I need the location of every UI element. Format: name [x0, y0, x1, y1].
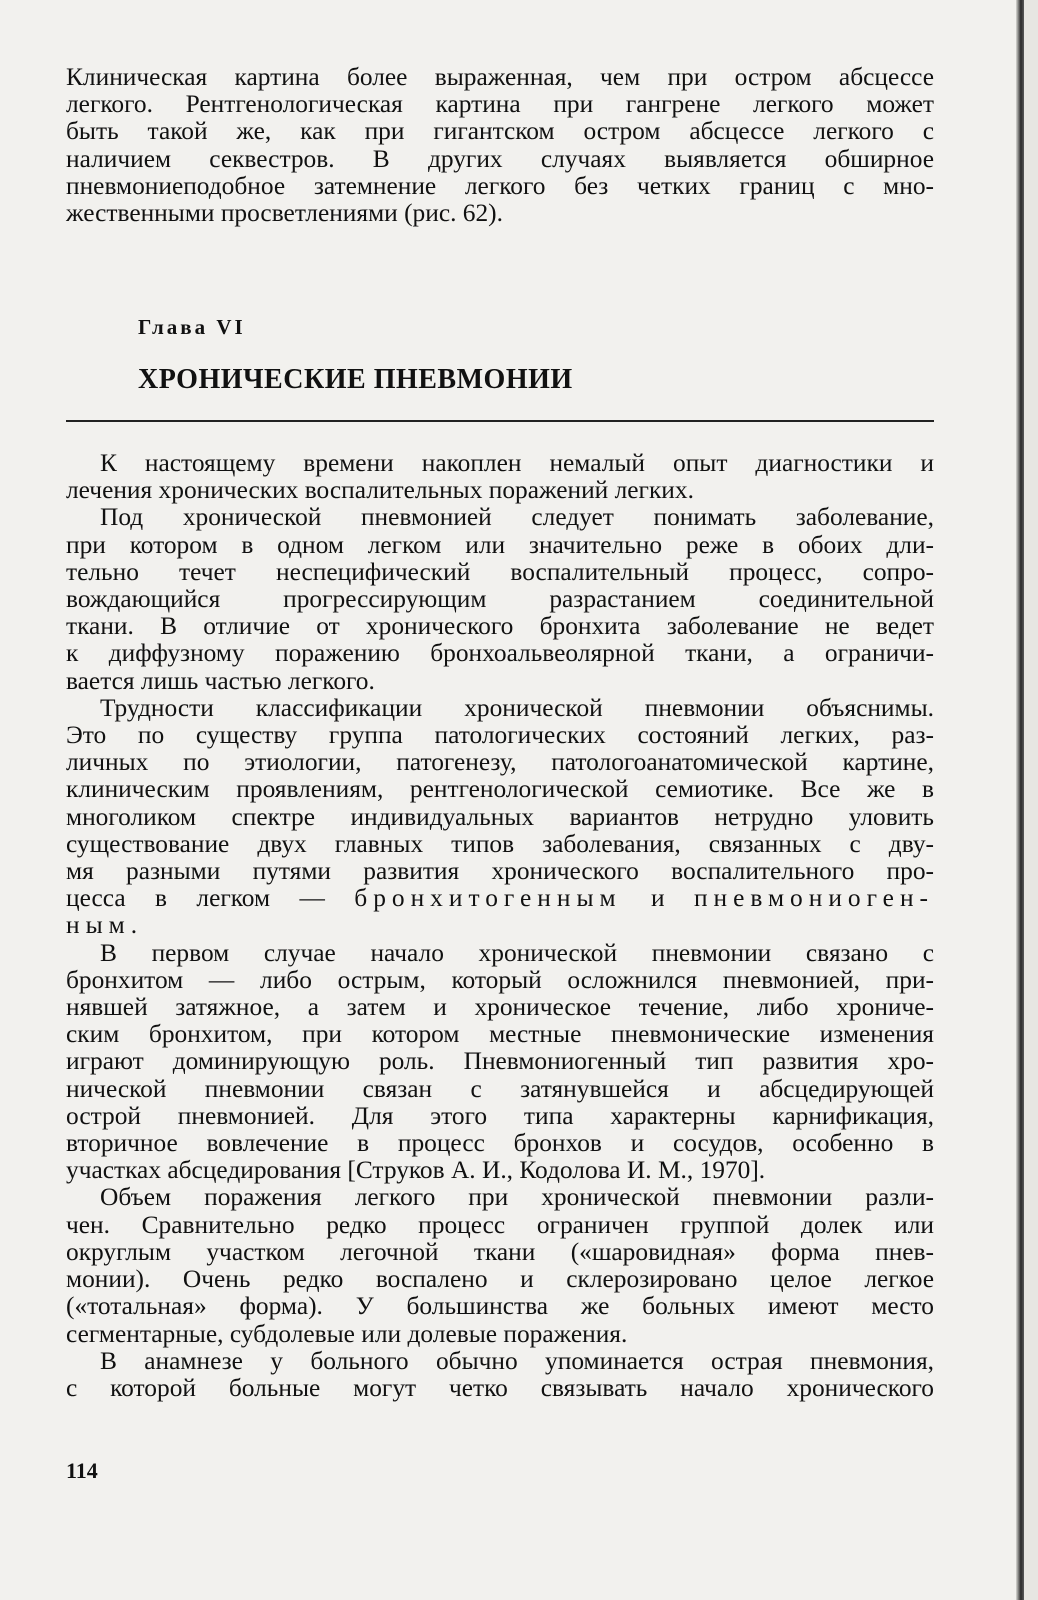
text-line: при котором в одном легком или значительно реже в обоих дли- [66, 530, 934, 559]
paragraph [66, 695, 934, 940]
text-line: В первом случае начало хронической пневмонии связано с [100, 938, 934, 967]
emphasized-term: бронхитогенным [354, 884, 622, 913]
text-line: острой пневмонией. Для этого типа характерны карнификация, [66, 1101, 934, 1130]
paragraph [66, 1348, 934, 1402]
text-line: мя разными путями развития хронического воспалительного про- [66, 857, 934, 886]
text-line: лечения хронических воспалительных поражений легких. [66, 476, 694, 505]
paragraph [66, 504, 934, 694]
text-line [66, 885, 934, 912]
text-line: округлым участком легочной ткани («шаровидная» форма пнев- [66, 1237, 934, 1266]
text-line: личных по этиологии, патогенезу, патологоанатомической картине, [66, 748, 934, 777]
text-line: жественными просветлениями (рис. 62). [66, 199, 503, 228]
text-line: Клиническая картина более выраженная, чем при остром абсцессе [66, 63, 934, 91]
text-fragment: цесса в легком — [66, 884, 355, 913]
text-line: ткани. В отличие от хронического бронхита заболевание не ведет [66, 612, 934, 641]
text-line: сегментарные, субдолевые или долевые поражения. [66, 1319, 628, 1348]
book-page [66, 58, 934, 1578]
text-line: вторичное вовлечение в процесс бронхов и сосудов, особенно в [66, 1129, 934, 1158]
text-line: существование двух главных типов заболевания, связанных с дву- [66, 829, 934, 858]
continued-paragraph [66, 64, 934, 227]
text-line: к диффузному поражению бронхоальвеолярной ткани, а ограничи- [66, 639, 934, 668]
text-line: Объем поражения легкого при хронической пневмонии разли- [100, 1183, 934, 1212]
text-line: пневмониеподобное затемнение легкого без четких границ с мно- [66, 171, 934, 200]
text-line: Это по существу группа патологических состояний легких, раз- [66, 721, 934, 750]
text-line: В анамнезе у больного обычно упоминается острая пневмония, [100, 1346, 934, 1375]
text-line: участках абсцедирования [Струков А. И., Кодолова И. М., 1970]. [66, 1156, 766, 1185]
emphasized-term: пневмониоген- [693, 884, 934, 913]
paragraph [66, 940, 934, 1185]
text-line: нической пневмонии связан с затянувшейся и абсцедирующей [66, 1074, 934, 1103]
text-line: многоликом спектре индивидуальных вариантов нетрудно уловить [66, 802, 934, 831]
text-line: вождающийся прогрессирующим разрастанием соединительной [66, 585, 934, 614]
text-line: ским бронхитом, при котором местные пневмонические изменения [66, 1020, 934, 1049]
page-number: 114 [66, 1458, 98, 1483]
text-line: играют доминирующую роль. Пневмониогенный тип развития хро- [66, 1047, 934, 1076]
text-line: Трудности классификации хронической пневмонии объяснимы. [100, 693, 934, 722]
book-spine-edge [1016, 0, 1024, 1600]
text-line: клиническим проявлениям, рентгенологической семиотике. Все же в [66, 775, 934, 804]
text-line: чен. Сравнительно редко процесс ограничен группой долек или [66, 1210, 934, 1239]
text-line: вается лишь частью легкого. [66, 666, 375, 695]
text-line: Под хронической пневмонией следует понимать заболевание, [100, 503, 934, 532]
text-line: наличием секвестров. В других случаях выявляется обширное [66, 144, 934, 173]
text-line: легкого. Рентгенологическая картина при гангрене легкого может [66, 90, 934, 119]
emphasized-term: ным. [66, 911, 144, 940]
text-fragment: и [621, 884, 694, 913]
text-line: («тотальная» форма). У большинства же больных имеют место [66, 1292, 934, 1321]
text-line: быть такой же, как при гигантском остром абсцессе легкого с [66, 117, 934, 146]
chapter-title: ХРОНИЧЕСКИЕ ПНЕВМОНИИ [138, 364, 573, 395]
text-line: К настоящему времени накоплен немалый опыт диагностики и [100, 449, 934, 477]
page-edge-shade [1024, 0, 1038, 1600]
text-line: с которой больные могут четко связывать начало хронического [66, 1373, 934, 1402]
chapter-label: Глава VI [138, 315, 246, 339]
chapter-body [66, 450, 934, 1402]
paragraph [66, 1184, 934, 1347]
text-line: тельно течет неспецифический воспалительный процесс, сопро- [66, 557, 934, 586]
paragraph [66, 450, 934, 504]
chapter-divider [66, 420, 934, 422]
text-line: нявшей затяжное, а затем и хроническое течение, либо хрониче- [66, 993, 934, 1022]
text-line: монии). Очень редко воспалено и склерозировано целое легкое [66, 1265, 934, 1294]
text-line: бронхитом — либо острым, который осложнился пневмонией, при- [66, 965, 934, 994]
